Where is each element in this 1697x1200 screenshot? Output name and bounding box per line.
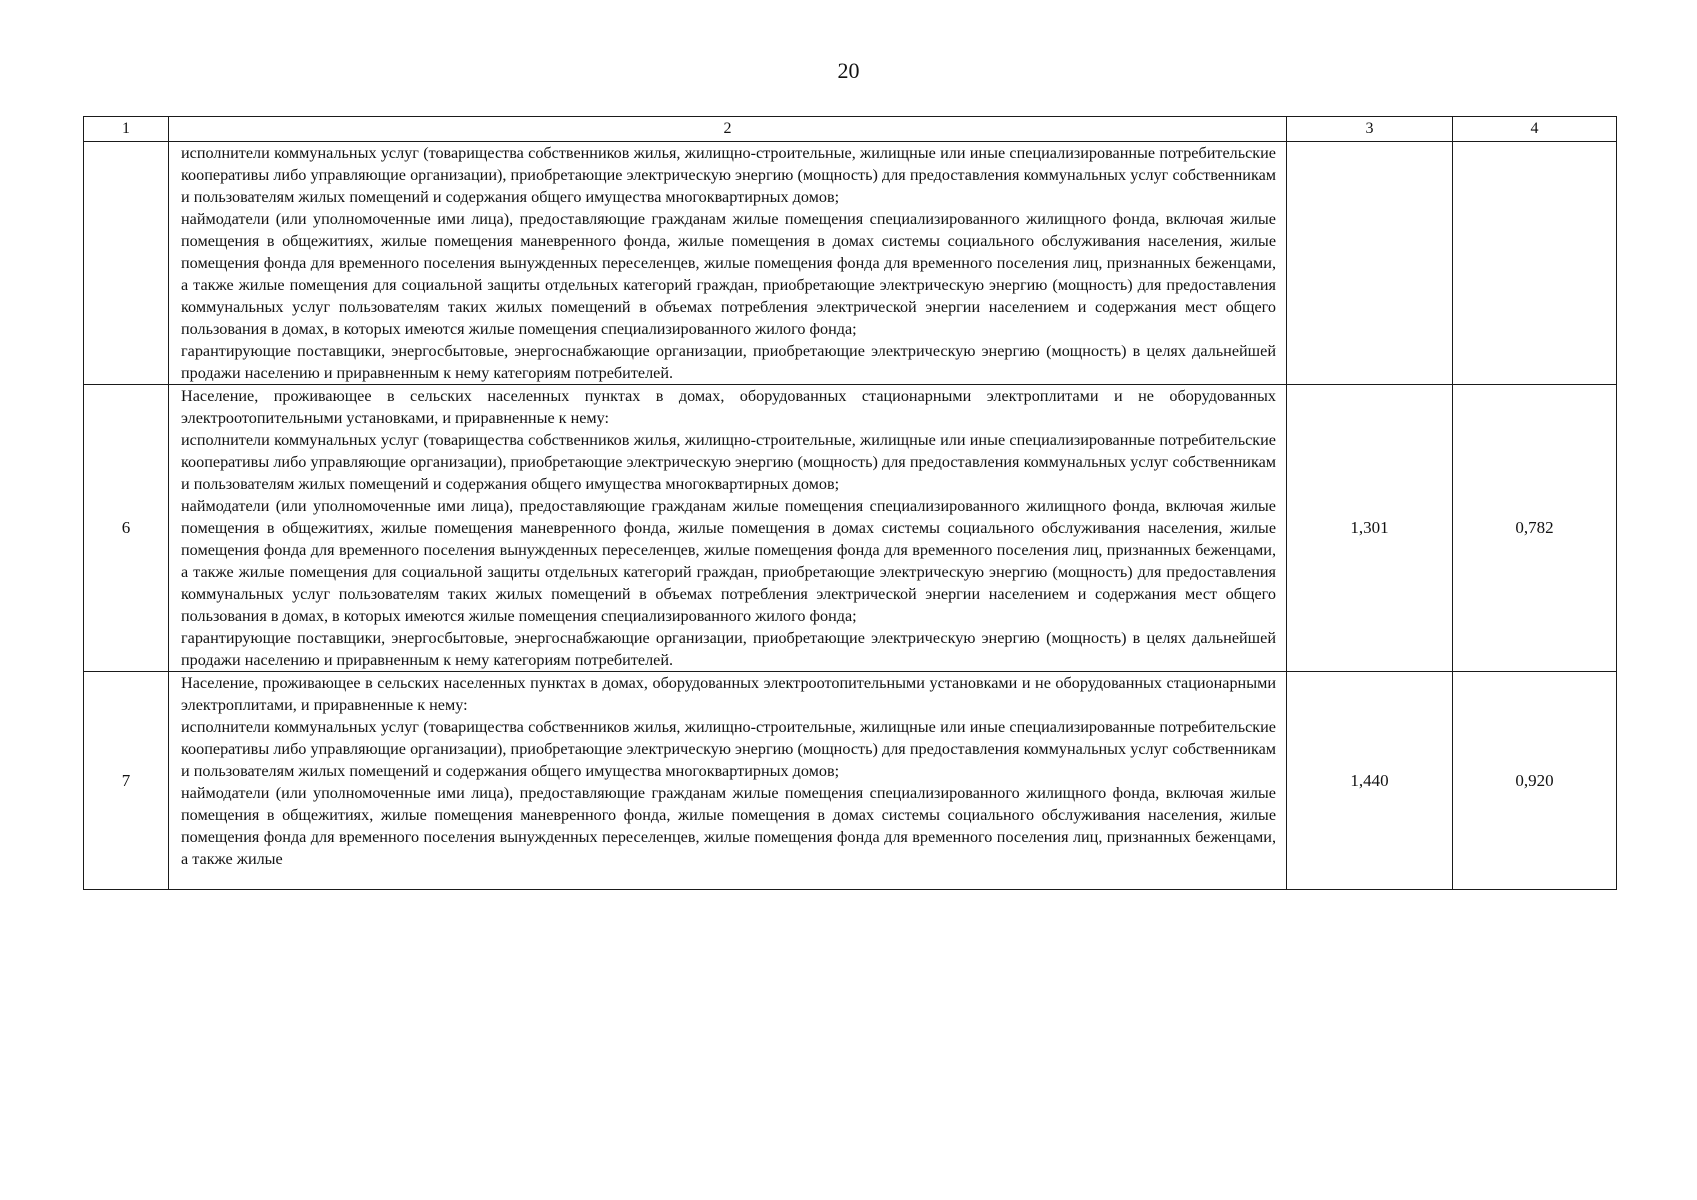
value-col-4: 0,782 <box>1453 385 1617 672</box>
paragraph: наймодатели (или уполномоченные ими лица), предоставляющие гражданам жилые помещения специализированного жилищного фонда, включая жилые помещения в общежитиях, жилые помещения маневренного фонда, жилые помещения в домах системы социального обслуживания населения, жилые помещения фонда для временного поселения вынужденных переселенцев, жилые помещения фонда для временного поселения лиц, признанных беженцами, а также жилые <box>181 784 1276 868</box>
paragraph: гарантирующие поставщики, энергосбытовые, энергоснабжающие организации, приобретающие электрическую энергию (мощность) в целях дальнейшей продажи населению и приравненным к нему категориям потребителей. <box>181 629 1276 669</box>
value-col-3: 1,301 <box>1287 385 1453 672</box>
value-col-3: 1,440 <box>1287 672 1453 890</box>
paragraph: Население, проживающее в сельских населенных пунктах в домах, оборудованных электроотопительными установками и не оборудованных стационарными электроплитами, и приравненные к нему: <box>181 674 1276 714</box>
paragraph: Население, проживающее в сельских населенных пунктах в домах, оборудованных стационарными электроплитами и не оборудованных электроотопительными установками, и приравненные к нему: <box>181 387 1276 427</box>
paragraph: исполнители коммунальных услуг (товарищества собственников жилья, жилищно-строительные, жилищные или иные специализированные потребительские кооперативы либо управляющие организации), приобретающие электрическую энергию (мощность) для предоставления коммунальных услуг собственникам и пользователям жилых помещений и содержания общего имущества многоквартирных домов; <box>181 718 1276 780</box>
header-row <box>84 117 1617 142</box>
paragraph: наймодатели (или уполномоченные ими лица), предоставляющие гражданам жилые помещения специализированного жилищного фонда, включая жилые помещения в общежитиях, жилые помещения маневренного фонда, жилые помещения в домах системы социального обслуживания населения, жилые помещения фонда для временного поселения вынужденных переселенцев, жилые помещения фонда для временного поселения лиц, признанных беженцами, а также жилые помещения для социальной защиты отдельных категорий граждан, приобретающие электрическую энергию (мощность) для предоставления коммунальных услуг пользователям таких жилых помещений в объемах потребления электрической энергии населением и содержания мест общего пользования в домах, в которых имеются жилые помещения специализированного жилого фонда; <box>181 497 1276 625</box>
paragraph: исполнители коммунальных услуг (товарищества собственников жилья, жилищно-строительные, жилищные или иные специализированные потребительские кооперативы либо управляющие организации), приобретающие электрическую энергию (мощность) для предоставления коммунальных услуг собственникам и пользователям жилых помещений и содержания общего имущества многоквартирных домов; <box>181 431 1276 493</box>
row-number: 6 <box>84 385 169 672</box>
row-number <box>84 142 169 385</box>
page-number: 20 <box>837 58 860 83</box>
header-cell-4: 4 <box>1453 117 1617 142</box>
row-description <box>169 385 1287 672</box>
table-row <box>84 385 1617 672</box>
table-row <box>84 672 1617 890</box>
row-description-clip <box>181 672 1276 889</box>
paragraph: наймодатели (или уполномоченные ими лица), предоставляющие гражданам жилые помещения специализированного жилищного фонда, включая жилые помещения в общежитиях, жилые помещения маневренного фонда, жилые помещения в домах системы социального обслуживания населения, жилые помещения фонда для временного поселения вынужденных переселенцев, жилые помещения фонда для временного поселения лиц, признанных беженцами, а также жилые помещения для социальной защиты отдельных категорий граждан, приобретающие электрическую энергию (мощность) для предоставления коммунальных услуг пользователям таких жилых помещений в объемах потребления электрической энергии населением и содержания мест общего пользования в домах, в которых имеются жилые помещения специализированного жилого фонда; <box>181 210 1276 338</box>
tariff-table <box>83 116 1617 890</box>
header-cell-1: 1 <box>84 117 169 142</box>
value-col-4 <box>1453 142 1617 385</box>
header-cell-2: 2 <box>169 117 1287 142</box>
table-row <box>84 142 1617 385</box>
row-description <box>169 672 1287 890</box>
value-col-3 <box>1287 142 1453 385</box>
value-col-4: 0,920 <box>1453 672 1617 890</box>
paragraph: гарантирующие поставщики, энергосбытовые, энергоснабжающие организации, приобретающие электрическую энергию (мощность) в целях дальнейшей продажи населению и приравненным к нему категориям потребителей. <box>181 342 1276 382</box>
header-cell-3: 3 <box>1287 117 1453 142</box>
row-number: 7 <box>84 672 169 890</box>
row-description <box>169 142 1287 385</box>
paragraph: исполнители коммунальных услуг (товарищества собственников жилья, жилищно-строительные, жилищные или иные специализированные потребительские кооперативы либо управляющие организации), приобретающие электрическую энергию (мощность) для предоставления коммунальных услуг собственникам и пользователям жилых помещений и содержания общего имущества многоквартирных домов; <box>181 144 1276 206</box>
